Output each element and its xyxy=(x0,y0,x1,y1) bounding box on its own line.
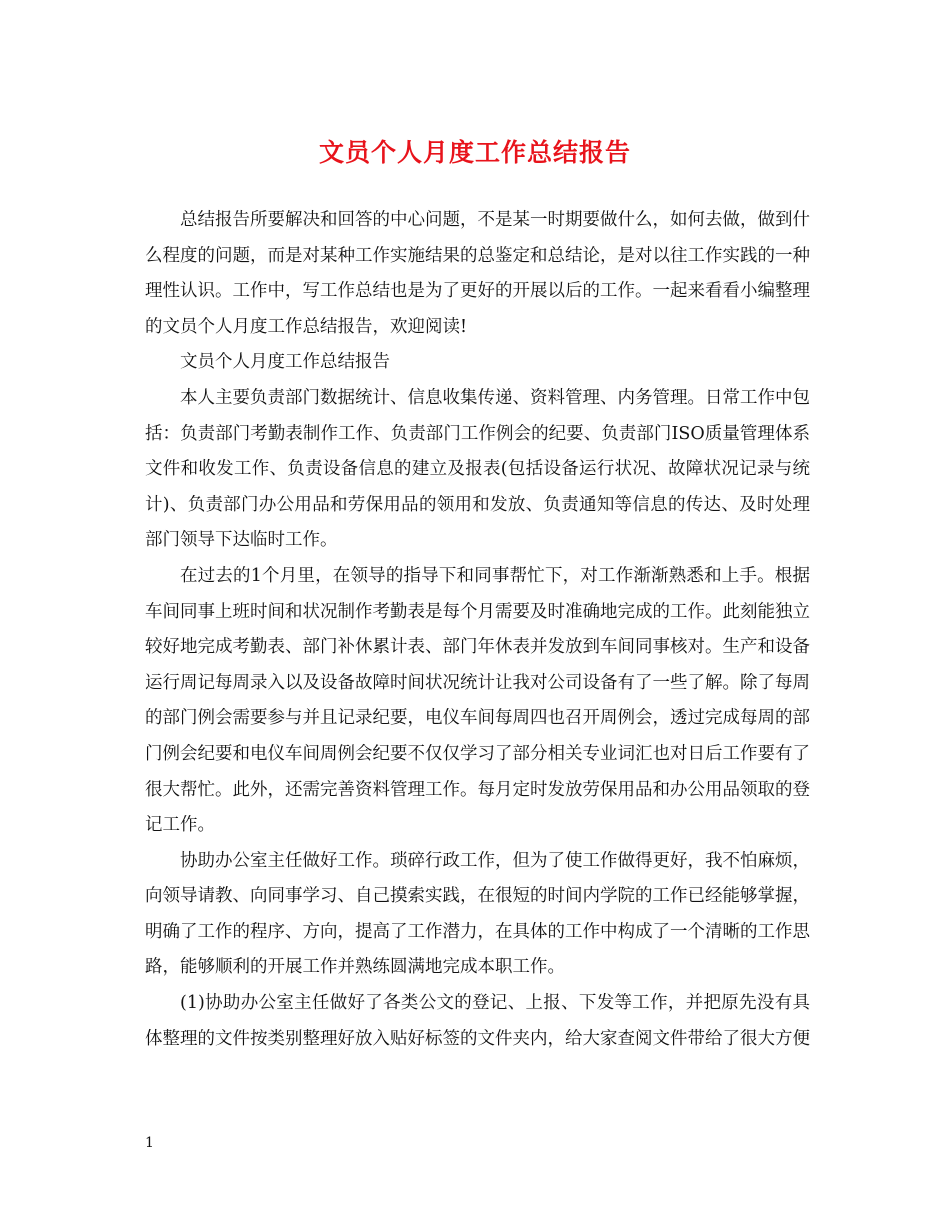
paragraph-assist-director: 协助办公室主任做好工作。琐碎行政工作，但为了使工作做得更好，我不怕麻烦，向领导请教、向同事学习、自己摸索实践，在很短的时间内学院的工作已经能够掌握，明确了工作的程序、方向，提高了工作潜力，在具体的工作中构成了一个清晰的工作思路，能够顺利的开展工作并熟练圆满地完成本职工作。 xyxy=(145,850,810,978)
document-title: 文员个人月度工作总结报告 xyxy=(318,138,631,167)
paragraph-past-month: 在过去的1个月里，在领导的指导下和同事帮忙下，对工作渐渐熟悉和上手。根据车间同事上班时间和状况制作考勤表是每个月需要及时准确地完成的工作。此刻能独立较好地完成考勤表、部门补休累计表、部门年休表并发放到车间同事核对。生产和设备运行周记每周录入以及设备故障时间状况统计让我对公司设备有了一些了解。除了每周的部门例会需要参与并且记录纪要，电仪车间每周四也召开周例会，透过完成每周的部门例会纪要和电仪车间周例会纪要不仅仅学习了部分相关专业词汇也对日后工作要有了很大帮忙。此外，还需完善资料管理工作。每月定时发放劳保用品和办公用品领取的登记工作。 xyxy=(145,565,810,836)
paragraph-subtitle: 文员个人月度工作总结报告 xyxy=(180,352,390,373)
paragraph-duties: 本人主要负责部门数据统计、信息收集传递、资料管理、内务管理。日常工作中包括：负责部门考勤表制作工作、负责部门工作例会的纪要、负责部门ISO质量管理体系文件和收发工作、负责设备信息的建立及报表(包括设备运行状况、故障状况记录与统计)、负责部门办公用品和劳保用品的领用和发放、负责通知等信息的传达、及时处理部门领导下达临时工作。 xyxy=(145,387,810,551)
paragraph-item-1: (1)协助办公室主任做好了各类公文的登记、上报、下发等工作，并把原先没有具体整理的文件按类别整理好放入贴好标签的文件夹内，给大家查阅文件带给了很大方便 xyxy=(145,993,810,1049)
document-body xyxy=(145,203,810,1057)
paragraph-intro: 总结报告所要解决和回答的中心问题，不是某一时期要做什么，如何去做，做到什么程度的问题，而是对某种工作实施结果的总鉴定和总结论，是对以往工作实践的一种理性认识。工作中，写工作总结也是为了更好的开展以后的工作。一起来看看小编整理的文员个人月度工作总结报告，欢迎阅读! xyxy=(145,210,810,337)
page-number: 1 xyxy=(145,1135,154,1151)
